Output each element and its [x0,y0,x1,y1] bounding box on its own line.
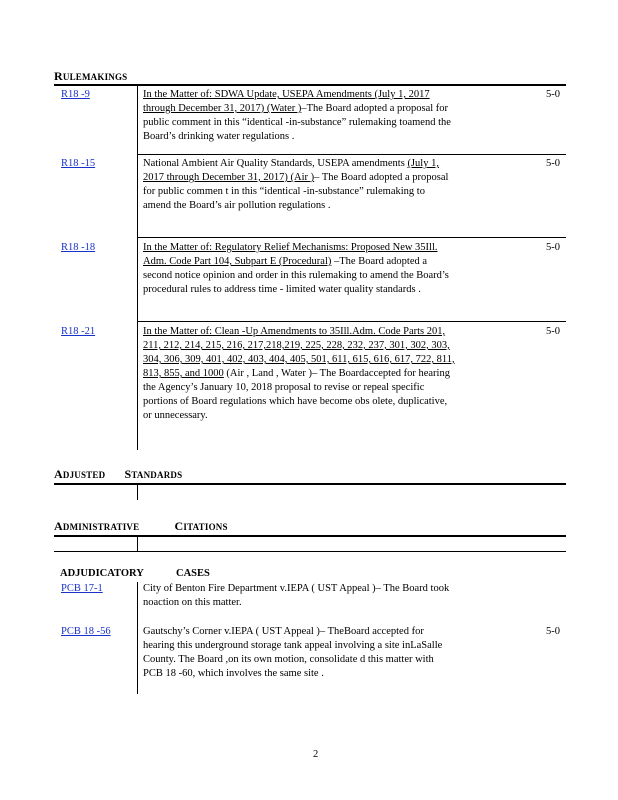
vote-count: 5-0 [546,242,560,253]
matter-title: In the Matter of: Regulatory Relief Mechanisms: Proposed New 35Ill. Adm. Code Part 104, Subpart E (Procedural) [143,242,438,267]
rulemaking-description [143,88,455,144]
matter-title: In the Matter of: Clean -Up Amendments to 35Ill.Adm. Code Parts 201, 211, 212, 214, 215, 216, 217,218,219, 225, 228, 232, 237, 301, 302, 303, 304, 306, 309, 401, 402, 403, 404, 405, 501, 611, 615, 616, 617, 722, 811, 813, 855, and 1000 [143,326,455,379]
docket-link-r18-18[interactable]: R18 -18 [61,242,96,253]
docket-link-r18-15[interactable]: R18 -15 [61,158,96,169]
case-description: City of Benton Fire Department v.IEPA ( UST Appeal )– The Board took noaction on this matter. [143,583,450,608]
docket-link-r18-9[interactable]: R18 -9 [61,89,90,100]
heading-rest: DJUSTED [62,470,106,480]
row-divider [138,237,566,238]
column-divider [137,86,138,450]
section-heading-rulemakings [54,69,127,84]
rulemaking-description [143,325,455,423]
section-rule [54,483,566,485]
section-rule [54,535,566,537]
heading-rest: TANDARDS [131,470,183,480]
section-rule-thin [54,551,566,552]
heading-initial: R [54,69,63,83]
heading-rest: ULEMAKINGS [62,72,128,82]
docket-link-pcb-17-1[interactable]: PCB 17-1 [61,583,103,594]
heading-rest: DMINISTRATIVE [62,522,140,532]
matter-summary: –The Board adopted a proposal for public comment in this “identical -in-substance” rulemaking toamend the Board’s drinking water regulations . [143,103,451,142]
page-number: 2 [313,749,319,760]
row-divider [138,321,566,322]
adjudicatory-heading: ADJUDICATORY [60,568,144,579]
section-heading-adjusted-standards [54,467,182,482]
column-divider [137,537,138,552]
matter-lead: National Ambient Air Quality Standards, USEPA amendments [143,158,405,169]
vote-count: 5-0 [546,89,560,100]
heading-initial: A [54,467,63,481]
column-divider [137,582,138,694]
matter-summary: – The Board adopted a proposal for public commen t in this “identical -in-substance” rulemaking to amend the Board’s air pollution regulations . [143,172,449,211]
section-rule [54,84,566,86]
matter-title: In the Matter of: SDWA Update, USEPA Amendments (July 1, 2017 through December 31, 2017) (Water ) [143,89,430,114]
matter-title: (July 1, 2017 through December 31, 2017) (Air ) [143,158,439,183]
matter-summary: (Air , Land , Water )– The Boardaccepted for hearing the Agency’s January 10, 2018 proposal to revise or repeal specific portions of Board regulations which have become obs olete, duplicative, or unnecessary. [143,368,450,421]
docket-link-r18-21[interactable]: R18 -21 [61,326,96,337]
row-divider [138,154,566,155]
matter-summary: –The Board adopted a second notice opinion and order in this rulemaking to amend the Board’s procedural rules to address time - limited water quality standards . [143,256,449,295]
vote-count: 5-0 [546,626,560,637]
heading-initial: S [124,467,132,481]
heading-initial: A [54,519,63,533]
section-heading-administrative-citations [54,519,228,534]
rulemaking-description [143,241,455,297]
vote-count: 5-0 [546,326,560,337]
docket-link-pcb-18-56[interactable]: PCB 18 -56 [61,626,111,637]
vote-count: 5-0 [546,158,560,169]
heading-rest: ITATIONS [183,522,228,532]
cases-heading: CASES [176,568,210,579]
case-description: Gautschy’s Corner v.IEPA ( UST Appeal )– TheBoard accepted for hearing this underground storage tank appeal involving a site inLaSalle County. The Board ,on its own motion, consolidate d this matter with PCB 18 -60, which involves the same site . [143,626,443,679]
column-divider [137,485,138,500]
heading-initial: C [174,519,184,533]
rulemaking-description [143,157,455,213]
